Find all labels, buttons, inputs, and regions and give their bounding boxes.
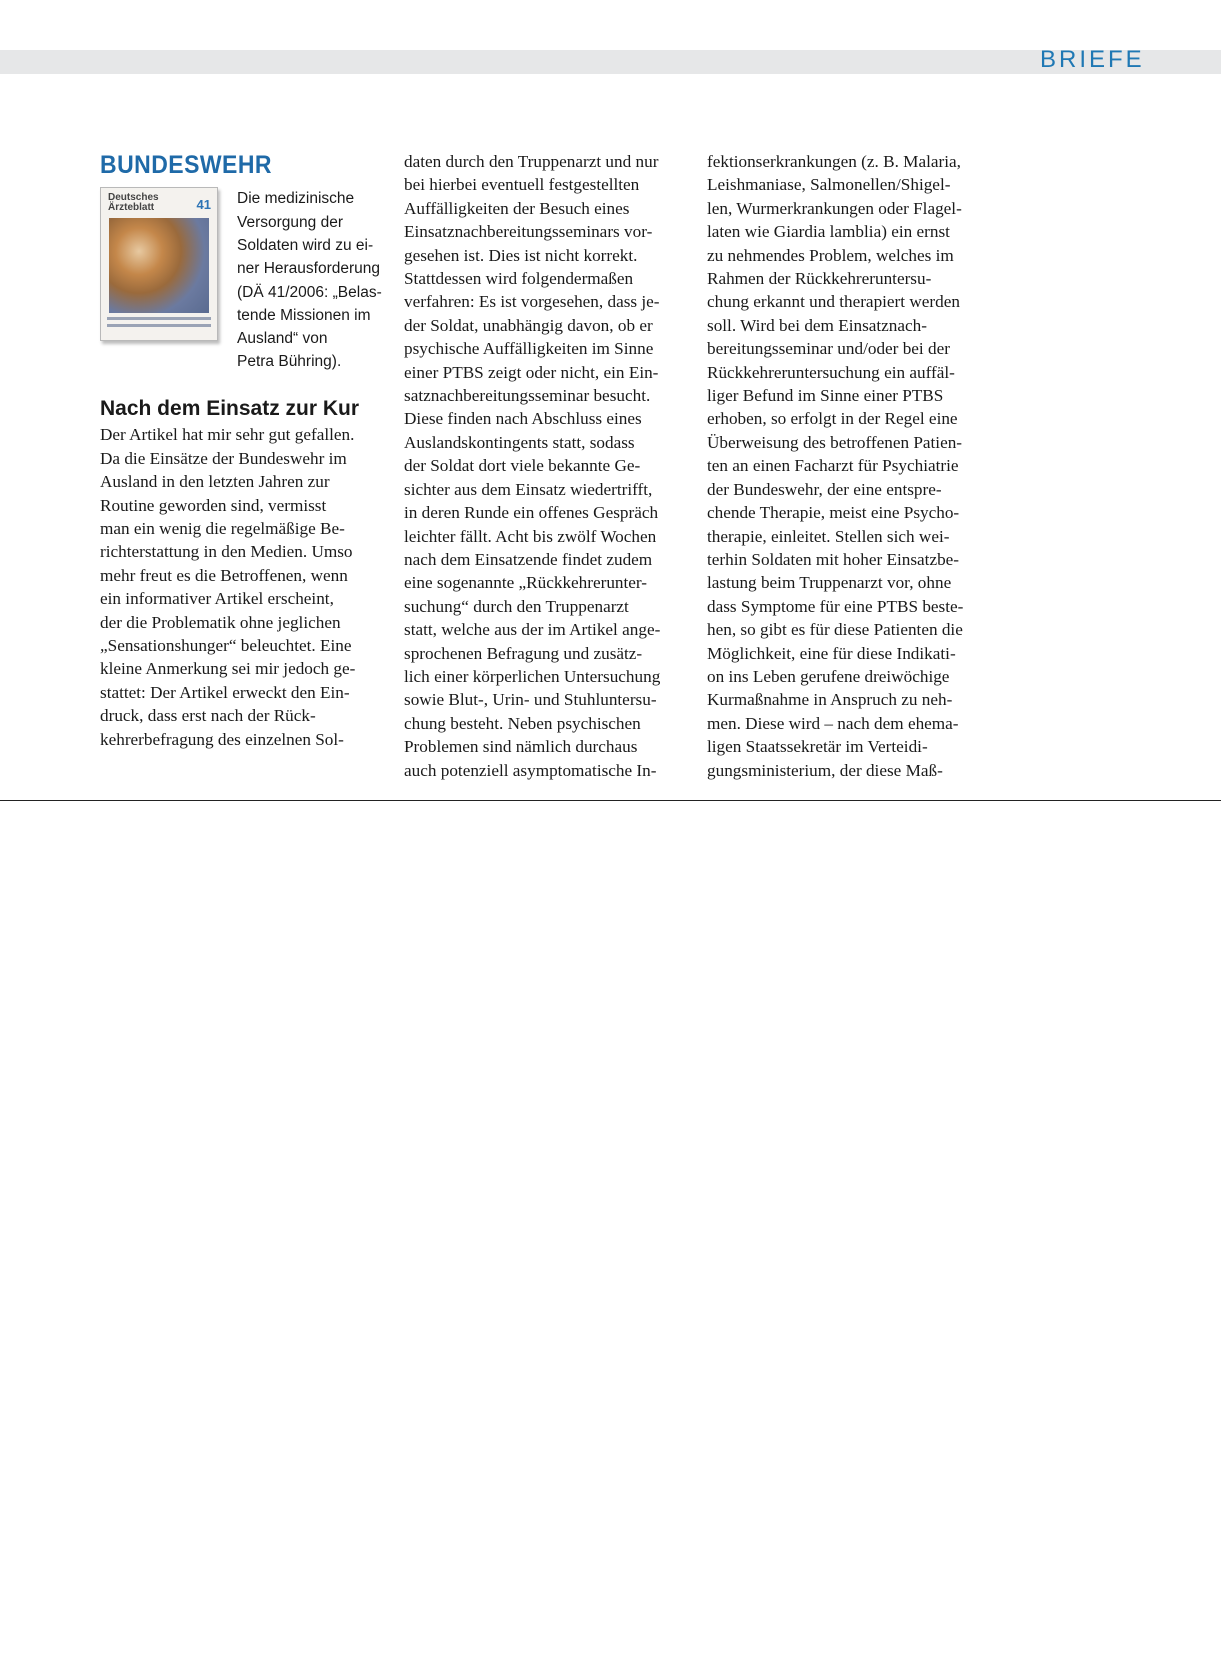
cover-artwork <box>109 218 209 313</box>
text-line: Auffälligkeiten der Besuch eines <box>404 198 630 218</box>
cover-text-lines <box>107 317 211 331</box>
text-line: mehr freut es die Betroffenen, wenn <box>100 565 348 585</box>
text-line: Möglichkeit, eine für diese Indikati- <box>707 643 956 663</box>
text-line: chung besteht. Neben psychischen <box>404 713 641 733</box>
teaser-line: Ausland“ von <box>237 330 328 348</box>
text-line: Da die Einsätze der Bundeswehr im <box>100 448 347 468</box>
text-line: stattet: Der Artikel erweckt den Ein- <box>100 682 350 702</box>
text-line: ten an einen Facharzt für Psychiatrie <box>707 456 959 476</box>
text-line: Routine geworden sind, vermisst <box>100 495 327 515</box>
teaser-line: Soldaten wird zu ei- <box>237 237 374 254</box>
column-2 <box>404 150 704 782</box>
letter-headline: Nach dem Einsatz zur Kur <box>100 397 360 421</box>
text-line: richterstattung in den Medien. Umso <box>100 542 353 562</box>
text-line: lich einer körperlichen Untersuchung <box>404 666 661 686</box>
text-line: bei hierbei eventuell festgestellten <box>404 175 640 195</box>
text-line: der Soldat dort viele bekannte Ge- <box>404 456 641 476</box>
text-line: „Sensationshunger“ beleuchtet. Eine <box>100 636 352 656</box>
text-line: auch potenziell asymptomatische In- <box>404 760 657 780</box>
text-line: Überweisung des betroffenen Patien- <box>707 432 963 452</box>
text-line: satznachbereitungsseminar besucht. <box>404 386 651 406</box>
teaser-line: Die medizinische <box>237 190 355 208</box>
cover-issue-number: 41 <box>196 197 211 213</box>
text-line: ein informativer Artikel erscheint, <box>100 589 334 609</box>
text-line: laten wie Giardia lamblia) ein ernst <box>707 222 950 242</box>
text-line: daten durch den Truppenarzt und nur <box>404 152 659 171</box>
text-line: Ausland in den letzten Jahren zur <box>100 472 330 492</box>
text-line: therapie, einleitet. Stellen sich wei- <box>707 526 950 546</box>
text-line: sichter aus dem Einsatz wiedertrifft, <box>404 479 653 499</box>
text-line: kehrerbefragung des einzelnen Sol- <box>100 729 344 749</box>
column-3 <box>707 150 1007 782</box>
text-line: Rahmen der Rückkehreruntersu- <box>707 269 932 289</box>
text-line: einer PTBS zeigt oder nicht, ein Ein- <box>404 362 659 382</box>
text-line: lastung beim Truppenarzt vor, ohne <box>707 573 952 593</box>
text-line: men. Diese wird – nach dem ehema- <box>707 713 959 733</box>
text-line: Diese finden nach Abschluss eines <box>404 409 642 429</box>
section-label: BRIEFE <box>1040 46 1145 73</box>
text-line: sowie Blut-, Urin- und Stuhluntersu- <box>404 690 657 710</box>
column-1 <box>100 150 385 751</box>
text-line: der Soldat, unabhängig davon, ob er <box>404 315 653 335</box>
text-line: der Bundeswehr, der eine entspre- <box>707 479 942 499</box>
text-line: in deren Runde ein offenes Gespräch <box>404 503 659 523</box>
text-line: Stattdessen wird folgendermaßen <box>404 269 634 289</box>
text-line: Problemen sind nämlich durchaus <box>404 737 638 757</box>
text-line: nach dem Einsatzende findet zudem <box>404 549 653 569</box>
teaser-line: Versorgung der <box>237 213 343 231</box>
text-line: bereitungsseminar und/oder bei der <box>707 339 950 359</box>
text-line: zu nehmendes Problem, welches im <box>707 245 954 265</box>
text-line: verfahren: Es ist vorgesehen, dass je- <box>404 292 660 312</box>
bottom-rule <box>0 800 1221 801</box>
text-line: hen, so gibt es für diese Patienten die <box>707 620 963 640</box>
teaser-line: ner Herausforderung <box>237 260 381 278</box>
cover-title-line-1: Deutsches <box>108 192 159 204</box>
text-line: dass Symptome für eine PTBS beste- <box>707 596 964 616</box>
text-line: ligen Staatssekretär im Verteidi- <box>707 737 928 757</box>
teaser-line: (DÄ 41/2006: „Belas- <box>237 283 382 301</box>
text-line: kleine Anmerkung sei mir jedoch ge- <box>100 659 356 679</box>
text-line: der die Problematik ohne jeglichen <box>100 612 341 632</box>
text-line: Kurmaßnahme in Anspruch zu neh- <box>707 690 953 710</box>
text-line: Einsatznachbereitungsseminars vor- <box>404 222 653 242</box>
teaser-line: Petra Bühring). <box>237 353 342 371</box>
text-line: gungsministerium, der diese Maß- <box>707 760 943 780</box>
header-band <box>0 50 1221 74</box>
text-line: terhin Soldaten mit hoher Einsatzbe- <box>707 549 960 569</box>
text-line: chung erkannt und therapiert werden <box>707 292 960 312</box>
cover-title <box>108 193 178 213</box>
text-line: on ins Leben gerufene dreiwöchige <box>707 666 950 686</box>
teaser-text <box>237 187 387 373</box>
text-line: eine sogenannte „Rückkehrerunter- <box>404 573 648 593</box>
text-line: erhoben, so erfolgt in der Regel eine <box>707 409 958 429</box>
text-line: len, Wurmerkrankungen oder Flagel- <box>707 198 962 218</box>
text-line: fektionserkrankungen (z. B. Malaria, <box>707 152 961 171</box>
magazine-cover-thumbnail <box>100 187 218 341</box>
text-line: Rückkehreruntersuchung ein auffäl- <box>707 362 955 382</box>
text-line: sprochenen Befragung und zusätz- <box>404 643 643 663</box>
text-line: Auslandskontingents statt, sodass <box>404 432 635 452</box>
text-line: psychische Auffälligkeiten im Sinne <box>404 339 654 359</box>
text-line: leichter fällt. Acht bis zwölf Wochen <box>404 526 657 546</box>
kicker: BUNDESWEHR <box>100 151 272 179</box>
text-line: man ein wenig die regelmäßige Be- <box>100 519 345 539</box>
text-line: liger Befund im Sinne einer PTBS <box>707 386 944 406</box>
teaser <box>100 187 385 392</box>
text-line: gesehen ist. Dies ist nicht korrekt. <box>404 245 638 265</box>
text-line: soll. Wird bei dem Einsatznach- <box>707 315 927 335</box>
text-line: statt, welche aus der im Artikel ange- <box>404 620 661 640</box>
teaser-line: tende Missionen im <box>237 306 371 324</box>
column-1-body <box>100 423 385 751</box>
text-line: druck, dass erst nach der Rück- <box>100 706 316 726</box>
text-line: Leishmaniase, Salmonellen/Shigel- <box>707 175 951 195</box>
cover-title-line-2: Ärzteblatt <box>108 202 155 214</box>
text-line: chende Therapie, meist eine Psycho- <box>707 503 960 523</box>
text-line: Der Artikel hat mir sehr gut gefallen. <box>100 425 355 445</box>
text-line: suchung“ durch den Truppenarzt <box>404 596 629 616</box>
